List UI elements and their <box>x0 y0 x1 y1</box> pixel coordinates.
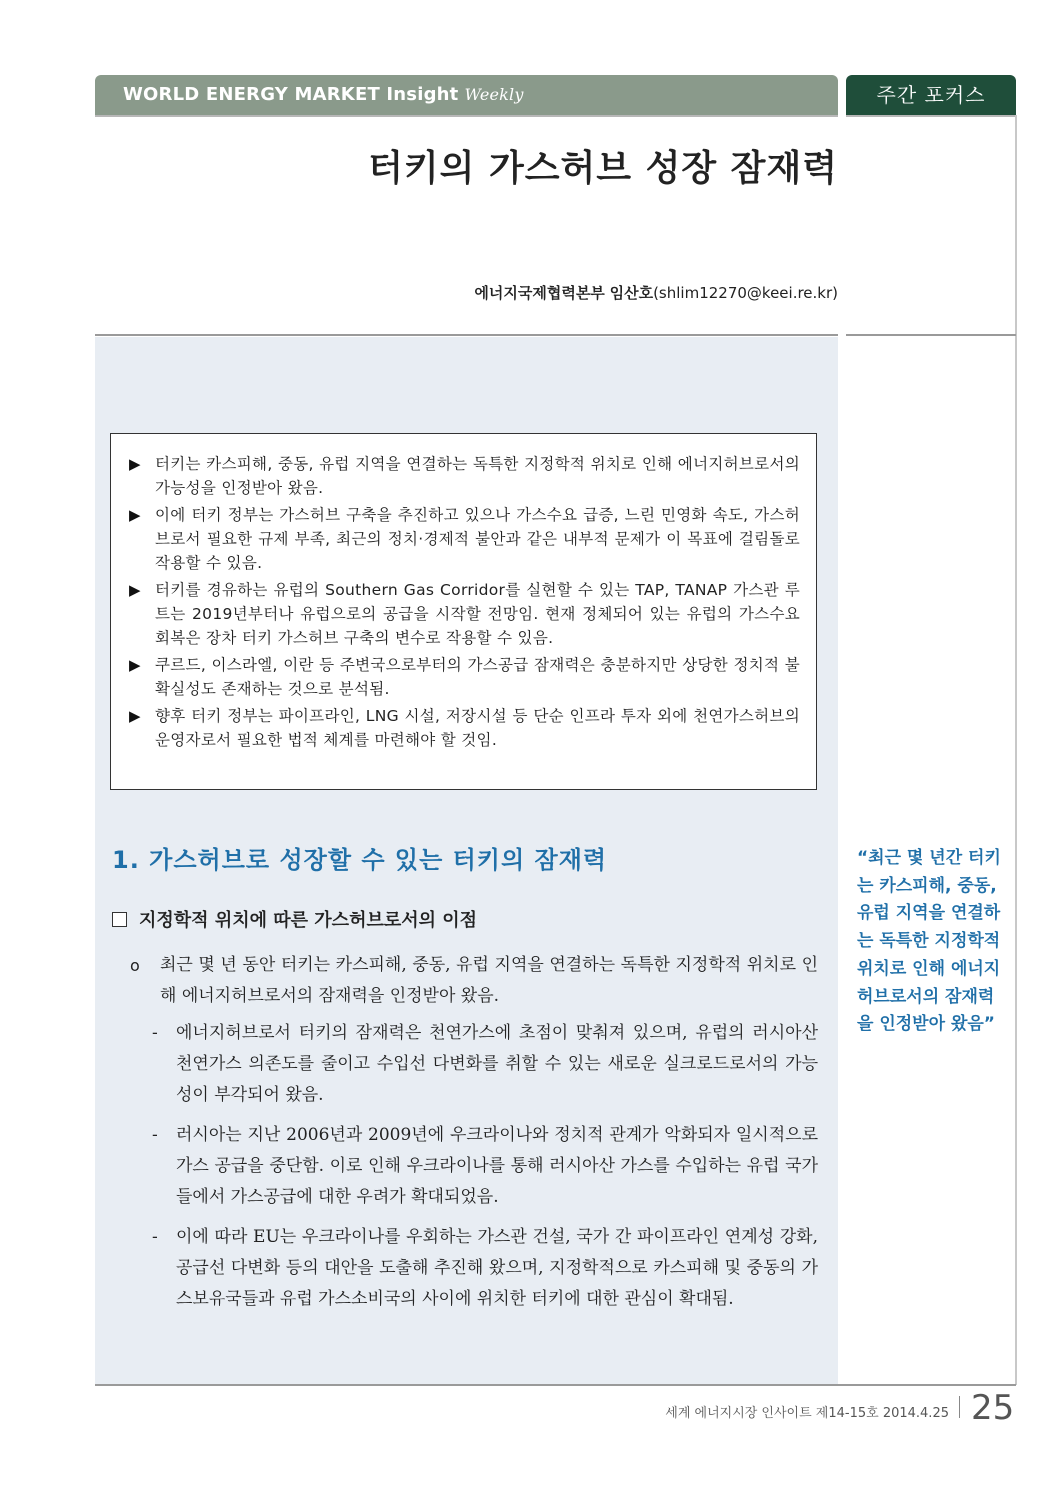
dash-bullet: - <box>152 1023 158 1043</box>
summary-item: ▶ 터키를 경유하는 유럽의 Southern Gas Corridor를 실현할 수 있는 TAP, TANAP 가스관 루트는 2019년부터나 유럽으로의 공급을 시작할 전망임. 현재 정체되어 있는 유럽의 가스수요 회복은 장차 터키 가스허브 구축의 변수로 작용할 수 있음. <box>129 578 800 650</box>
divider <box>95 1384 1016 1386</box>
section-tab: 주간 포커스 <box>846 75 1016 115</box>
dash-item: - 에너지허브로서 터키의 잠재력은 천연가스에 초점이 맞춰져 있으며, 유럽의 러시아산 천연가스 의존도를 줄이고 수입선 다변화를 취할 수 있는 새로운 실크로드로서의 가능성이 부각되어 왔음. <box>152 1018 818 1111</box>
author-email: (shlim12270@keei.re.kr) <box>653 284 838 302</box>
dash-item: - 러시아는 지난 2006년과 2009년에 우크라이나와 정치적 관계가 악화되자 일시적으로 가스 공급을 중단함. 이로 인해 우크라이나를 통해 러시아산 가스를 수입하는 유럽 국가들에서 가스공급에 대한 우려가 확대되었음. <box>152 1120 818 1213</box>
bullet-item: ο 최근 몇 년 동안 터키는 카스피해, 중동, 유럽 지역을 연결하는 독특한 지정학적 위치로 인해 에너지허브로서의 잠재력을 인정받아 왔음. <box>130 950 818 1012</box>
dash-item: - 이에 따라 EU는 우크라이나를 우회하는 가스관 건설, 국가 간 파이프라인 연계성 강화, 공급선 다변화 등의 대안을 도출해 추진해 왔으며, 지정학적으로 카스피해 및 중동의 가스보유국들과 유럽 가스소비국의 사이에 위치한 터키에 대한 관심이 확대됨. <box>152 1222 818 1315</box>
triangle-bullet-icon: ▶ <box>129 506 141 524</box>
triangle-bullet-icon: ▶ <box>129 581 141 599</box>
summary-item: ▶ 이에 터키 정부는 가스허브 구축을 추진하고 있으나 가스수요 급증, 느린 민영화 속도, 가스허브로서 필요한 규제 부족, 최근의 정치·경제적 불안과 같은 내부적 문제가 이 목표에 걸림돌로 작용할 수 있음. <box>129 503 800 575</box>
pull-quote: “최근 몇 년간 터키는 카스피해, 중동, 유럽 지역을 연결하는 독특한 지정학적 위치로 인해 에너지허브로서의 잠재력을 인정받아 왔음” <box>857 848 1001 1035</box>
divider <box>846 115 1016 117</box>
divider <box>959 1396 960 1418</box>
summary-item: ▶ 향후 터키 정부는 파이프라인, LNG 시설, 저장시설 등 단순 인프라 투자 외에 천연가스허브의 운영자로서 필요한 법적 체계를 마련해야 할 것임. <box>129 704 800 752</box>
square-bullet-icon <box>112 912 127 927</box>
author-name: 임산호 <box>609 284 654 302</box>
author-org: 에너지국제협력본부 <box>474 284 605 302</box>
section-heading: 1. 가스허브로 성장할 수 있는 터키의 잠재력 <box>112 846 608 874</box>
summary-box <box>110 433 817 790</box>
article-title: 터키의 가스허브 성장 잠재력 <box>368 148 838 189</box>
divider <box>846 334 1016 336</box>
dash-bullet: - <box>152 1125 158 1145</box>
summary-item: ▶ 터키는 카스피해, 중동, 유럽 지역을 연결하는 독특한 지정학적 위치로 인해 에너지허브로서의 가능성을 인정받아 왔음. <box>129 452 800 500</box>
publication-title: WORLD ENERGY MARKET Insight Weekly <box>123 84 524 105</box>
triangle-bullet-icon: ▶ <box>129 707 141 725</box>
divider <box>1015 115 1017 1385</box>
divider <box>95 334 838 336</box>
publication-weekly: Weekly <box>464 85 524 104</box>
header-bar <box>95 75 838 115</box>
divider <box>95 115 838 117</box>
footer-publication: 세계 에너지시장 인사이트 제14-15호 2014.4.25 <box>665 1406 949 1421</box>
page-number: 25 <box>971 1388 1015 1428</box>
triangle-bullet-icon: ▶ <box>129 455 141 473</box>
subsection-heading: 지정학적 위치에 따른 가스허브로서의 이점 <box>112 906 477 932</box>
dash-bullet: - <box>152 1227 158 1247</box>
byline <box>474 282 838 303</box>
summary-item: ▶ 쿠르드, 이스라엘, 이란 등 주변국으로부터의 가스공급 잠재력은 충분하지만 상당한 정치적 불확실성도 존재하는 것으로 분석됨. <box>129 653 800 701</box>
circle-bullet-icon: ο <box>130 956 140 975</box>
triangle-bullet-icon: ▶ <box>129 656 141 674</box>
